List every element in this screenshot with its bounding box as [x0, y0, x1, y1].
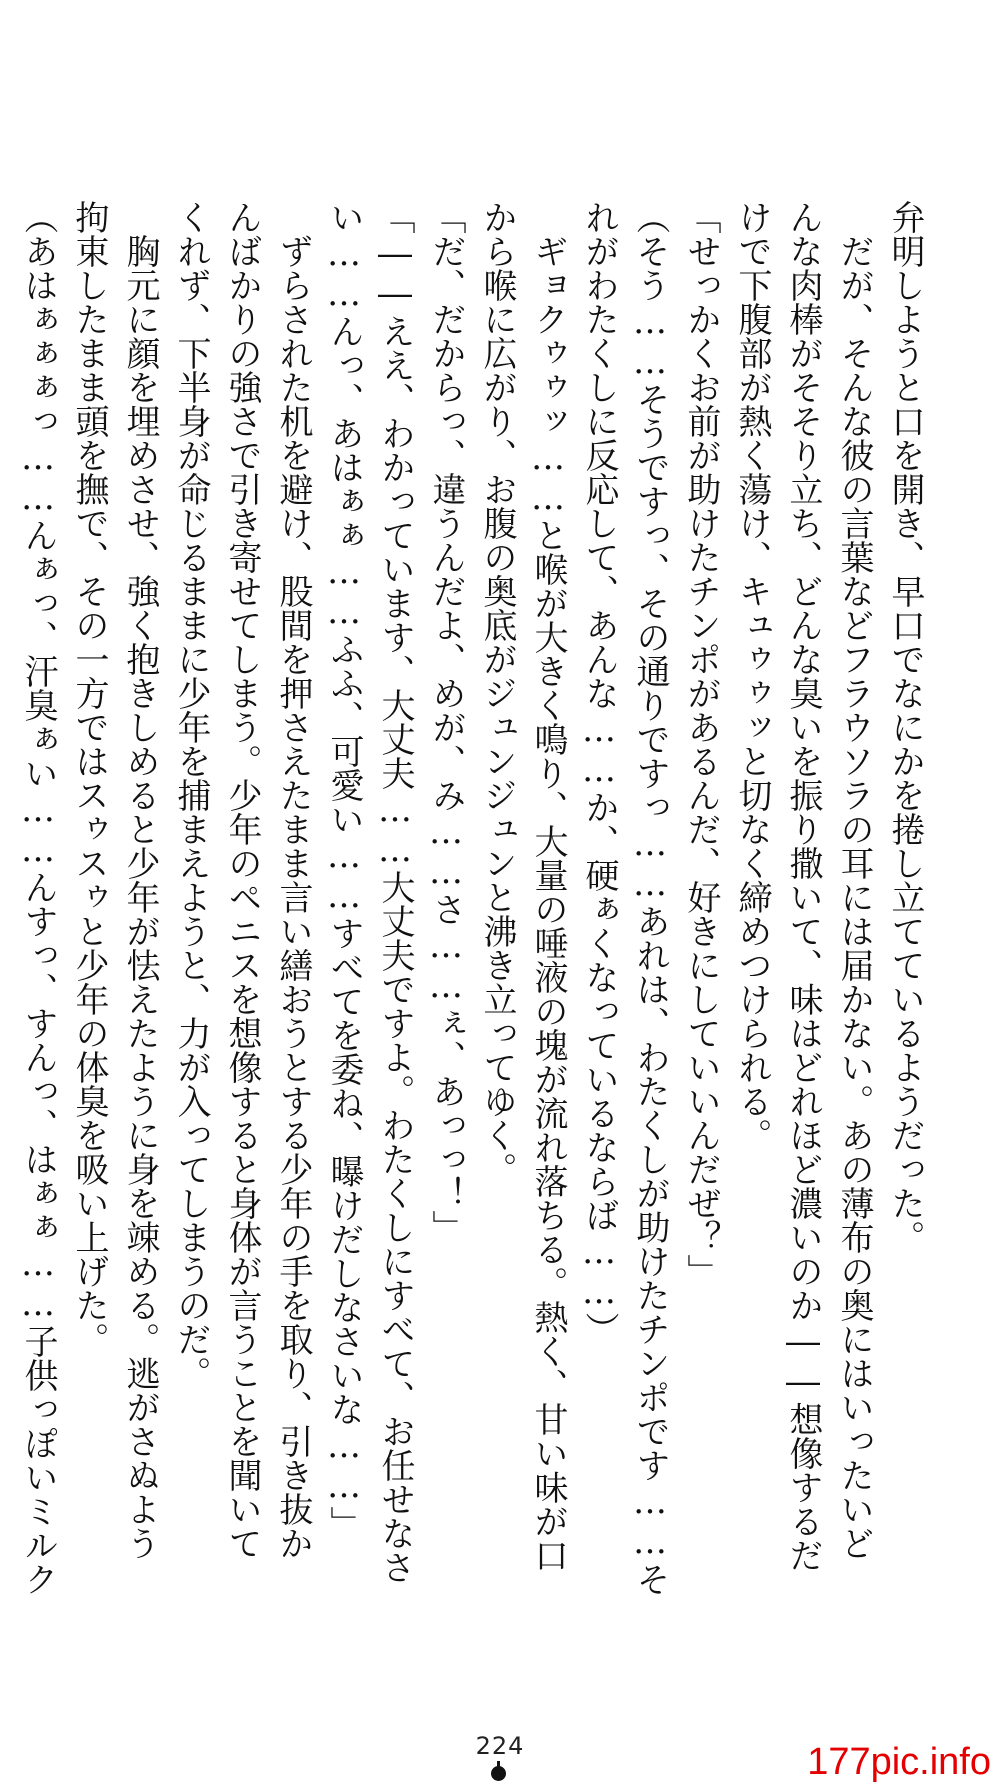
text-line: 「――ええ、わかっています、大丈夫……大丈夫ですよ。わたくしにすべて、お任せなさ	[375, 200, 415, 1584]
vertical-text-body	[18, 200, 930, 1620]
text-line: 胸元に顔を埋めさせ、強く抱きしめると少年が怯えたように身を竦める。逃がさぬよう	[120, 200, 160, 1560]
text-line: んばかりの強さで引き寄せてしまう。少年のペニスを想像すると身体が言うことを聞いて	[222, 200, 262, 1560]
text-line: から喉に広がり、お腹の奥底がジュンジュンと沸き立ってゆく。	[477, 200, 517, 1186]
text-line: れがわたくしに反応して、あんな……か、硬ぁくなっているならば……）	[579, 200, 619, 1346]
text-line: 弁明しようと口を開き、早口でなにかを捲し立てているようだった。	[885, 200, 925, 1254]
text-line: くれず、下半身が命じるままに少年を捕まえようと、力が入ってしまうのだ。	[171, 200, 211, 1390]
page-ornament-icon	[491, 1766, 506, 1781]
text-line: んな肉棒がそそり立ち、どんな臭いを振り撒いて、味はどれほど濃いのか――想像するだ	[783, 200, 823, 1572]
text-line: 「だ、だからっ、違うんだよ、めが、み……さ……ぇ、あっっ！」	[426, 200, 466, 1244]
text-line: ギョクゥゥッ……と喉が大きく鳴り、大量の唾液の塊が流れ落ちる。熱く、甘い味が口	[528, 200, 568, 1572]
page-number: 224	[475, 1732, 525, 1760]
text-line: （そう……そうですっ、その通りですっ……あれは、わたくしが助けたチンポです……そ	[630, 200, 670, 1596]
text-line: （あはぁぁぁっ……んぁっ、汗臭ぁい……んすっ、すんっ、はぁぁ……子供っぽいミルク	[18, 200, 58, 1596]
text-line: い……んっ、あはぁぁ……ふふ、可愛い……すべてを委ね、曝けだしなさいな……」	[324, 200, 364, 1540]
text-line: けで下腹部が熱く蕩け、キュゥゥッと切なく締めつけられる。	[732, 200, 772, 1152]
text-line: だが、そんな彼の言葉などフラウソラの耳には届かない。あの薄布の奥にはいったいど	[834, 200, 874, 1560]
watermark: 177pic.info	[803, 1742, 995, 1782]
text-line: 「せっかくお前が助けたチンポがあるんだ、好きにしていいんだぜ？」	[681, 200, 721, 1288]
text-line: 拘束したまま頭を撫で、その一方ではスゥスゥと少年の体臭を吸い上げた。	[69, 200, 109, 1356]
text-line: ずらされた机を避け、股間を押さえたまま言い繕おうとする少年の手を取り、引き抜か	[273, 200, 313, 1560]
